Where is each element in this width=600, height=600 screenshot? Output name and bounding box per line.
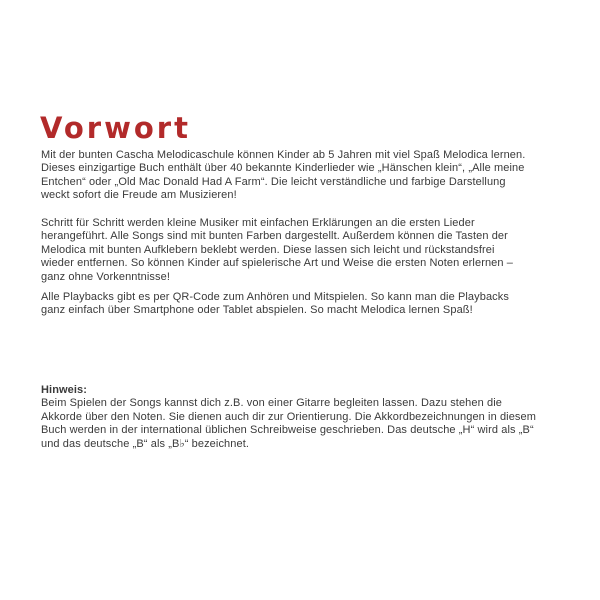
text-line: Schritt für Schritt werden kleine Musiker mit einfachen Erklärungen an die ersten Lieder xyxy=(41,217,475,229)
text-line: wieder entfernen. So können Kinder auf spielerische Art und Weise die ersten Noten erlernen – xyxy=(41,257,513,270)
intro-paragraph xyxy=(41,149,571,203)
text-line: Alle Playbacks gibt es per QR-Code zum Anhören und Mitspielen. So kann man die Playbacks xyxy=(41,291,509,303)
note-paragraph xyxy=(41,397,571,451)
text-line: Entchen“ oder „Old Mac Donald Had A Farm“. Die leicht verständliche und farbige Darstellung xyxy=(41,175,506,188)
learning-paragraph xyxy=(41,217,571,284)
text-line: Mit der bunten Cascha Melodicaschule können Kinder ab 5 Jahren mit viel Spaß Melodica lernen. xyxy=(41,149,526,161)
text-line: ganz ohne Vorkenntnisse! xyxy=(41,270,170,283)
text-line: ganz einfach über Smartphone oder Tablet abspielen. So macht Melodica lernen Spaß! xyxy=(41,304,473,317)
text-line: Dieses einzigartige Buch enthält über 40 bekannte Kinderlieder wie „Hänschen klein“, „Alle meine xyxy=(41,162,525,175)
text-line: Akkorde über den Noten. Sie dienen auch dir zur Orientierung. Die Akkordbezeichnungen in diesem xyxy=(41,410,537,423)
note-block xyxy=(41,384,571,451)
playback-paragraph xyxy=(41,291,571,318)
text-line: herangeführt. Alle Songs sind mit bunten Farben dargestellt. Außerdem können die Tasten der xyxy=(41,230,508,243)
page-title: Vorwort xyxy=(40,111,191,145)
text-line: Beim Spielen der Songs kannst dich z.B. von einer Gitarre begleiten lassen. Dazu stehen die xyxy=(41,397,502,410)
text-line: Melodica mit bunten Aufklebern beklebt werden. Diese lassen sich leicht und rückstandsfrei xyxy=(41,243,495,256)
text-line: Buch werden in der international üblichen Schreibweise geschrieben. Das deutsche „H“ wird als „B“ xyxy=(41,424,534,437)
text-line: und das deutsche „B“ als „B♭“ bezeichnet. xyxy=(41,437,250,450)
text-line: weckt sofort die Freude am Musizieren! xyxy=(41,189,237,202)
note-heading: Hinweis: xyxy=(41,384,88,396)
